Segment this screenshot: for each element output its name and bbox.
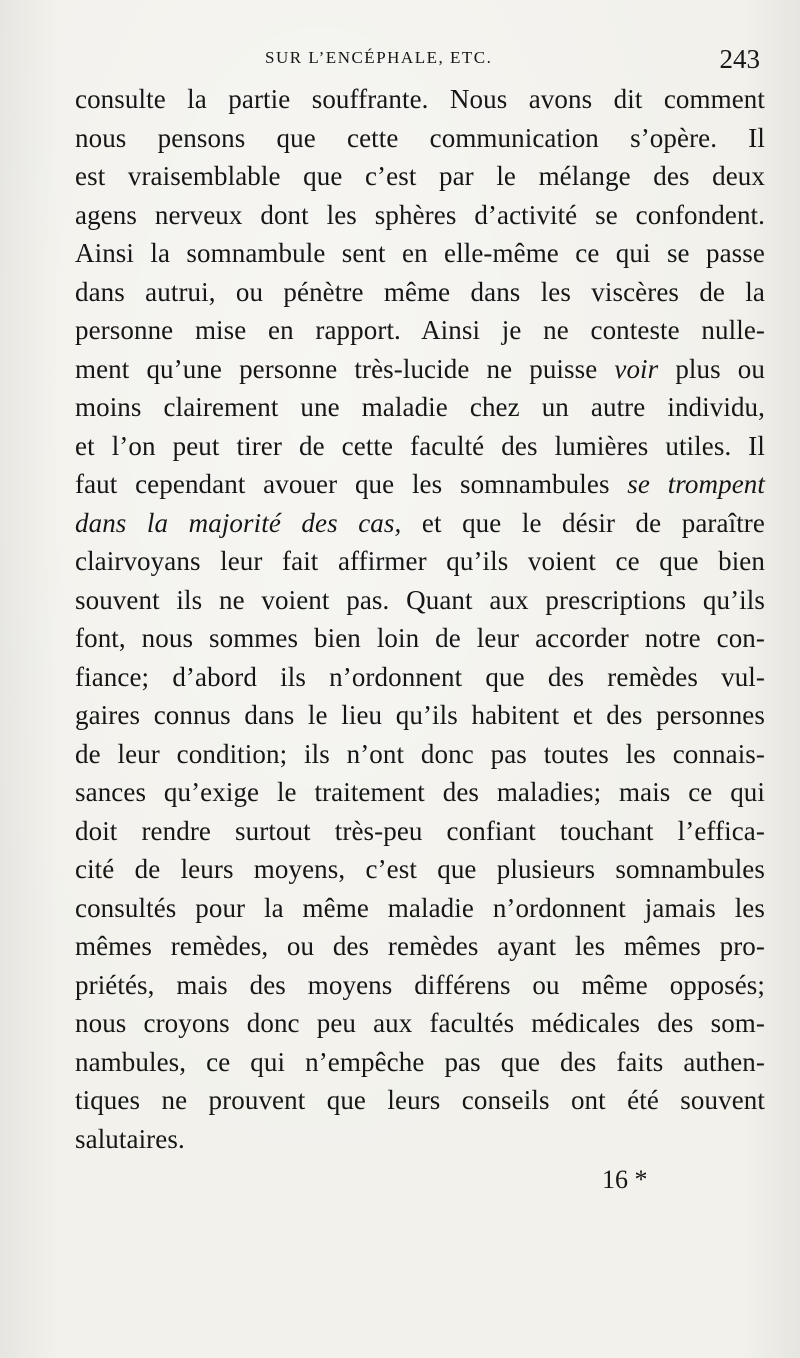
text-line <box>75 619 765 658</box>
text-line <box>75 581 765 620</box>
running-title: SUR L’ENCÉPHALE, ETC. <box>265 48 493 67</box>
line-text: tiques ne prouvent que leurs conseils ont été souvent <box>75 1085 765 1115</box>
line-text: faut cependant avouer que les somnambules <box>75 469 628 499</box>
text-line <box>75 773 765 812</box>
text-line <box>75 927 765 966</box>
text-line <box>75 1120 765 1159</box>
text-line <box>75 157 765 196</box>
body-text <box>75 80 765 1158</box>
text-line <box>75 696 765 735</box>
line-text: ment qu’une personne très-lucide ne puisse <box>75 353 615 384</box>
line-text: sances qu’exige le traitement des maladies; mais ce qui <box>75 777 765 807</box>
line-text: et l’on peut tirer de cette faculté des lumières utiles. Il <box>75 430 765 461</box>
text-line <box>75 735 765 774</box>
line-text: mêmes remèdes, ou des remèdes ayant les mêmes pro- <box>75 931 765 961</box>
italic-emphasis: dans la majorité des cas, <box>75 507 402 538</box>
line-text: consulte la partie souffrante. Nous avons dit comment <box>75 84 765 114</box>
line-text: et que le désir de paraître <box>401 507 765 538</box>
text-line <box>75 542 765 581</box>
page-number: 243 <box>719 44 760 74</box>
line-text: dans autrui, ou pénètre même dans les viscères de la <box>75 276 765 307</box>
line-text: salutaires. <box>75 1123 185 1154</box>
text-line <box>75 850 765 889</box>
text-line <box>75 311 765 350</box>
text-line <box>75 1004 765 1043</box>
line-text: fiance; d’abord ils n’ordonnent que des remèdes vul- <box>75 661 765 692</box>
line-text: est vraisemblable que c’est par le mélange des deux <box>75 161 765 191</box>
line-text: plus ou <box>658 353 765 384</box>
text-line <box>75 427 765 466</box>
text-line <box>75 234 765 273</box>
text-line <box>75 1081 765 1120</box>
text-line <box>75 350 765 389</box>
line-text: Ainsi la somnambule sent en elle-même ce qui se passe <box>75 238 765 268</box>
line-text: priétés, mais des moyens différens ou même opposés; <box>75 969 765 1000</box>
text-line <box>75 812 765 851</box>
line-text: font, nous sommes bien loin de leur accorder notre con- <box>75 623 765 653</box>
text-line <box>75 889 765 928</box>
italic-emphasis: se trompent <box>627 469 765 499</box>
line-text: agens nerveux dont les sphères d’activité se confondent. <box>75 199 765 230</box>
text-line <box>75 80 765 119</box>
line-text: cité de leurs moyens, c’est que plusieurs somnambules <box>75 854 765 884</box>
running-head <box>80 46 760 78</box>
text-line <box>75 1043 765 1082</box>
signature-mark: 16 * <box>602 1165 648 1194</box>
text-line <box>75 465 765 504</box>
line-text: clairvoyans leur fait affirmer qu’ils voient ce que bien <box>75 546 765 576</box>
text-line <box>75 966 765 1005</box>
line-text: nous pensons que cette communication s’opère. Il <box>75 122 765 153</box>
line-text: de leur condition; ils n’ont donc pas toutes les connais- <box>75 738 765 769</box>
line-text: consultés pour la même maladie n’ordonnent jamais les <box>75 892 765 923</box>
line-text: nous croyons donc peu aux facultés médicales des som- <box>75 1008 765 1038</box>
text-line <box>75 388 765 427</box>
line-text: souvent ils ne voient pas. Quant aux prescriptions qu’ils <box>75 584 765 615</box>
line-text: gaires connus dans le lieu qu’ils habitent et des personnes <box>75 700 765 730</box>
text-line <box>75 504 765 543</box>
text-line <box>75 658 765 697</box>
italic-emphasis: voir <box>614 353 659 384</box>
line-text: personne mise en rapport. Ainsi je ne conteste nulle- <box>75 315 765 345</box>
text-line <box>75 196 765 235</box>
line-text: moins clairement une maladie chez un autre individu, <box>75 392 765 422</box>
line-text: nambules, ce qui n’empêche pas que des faits authen- <box>75 1046 765 1077</box>
text-line <box>75 273 765 312</box>
text-line <box>75 119 765 158</box>
line-text: doit rendre surtout très-peu confiant touchant l’effica- <box>75 815 765 846</box>
